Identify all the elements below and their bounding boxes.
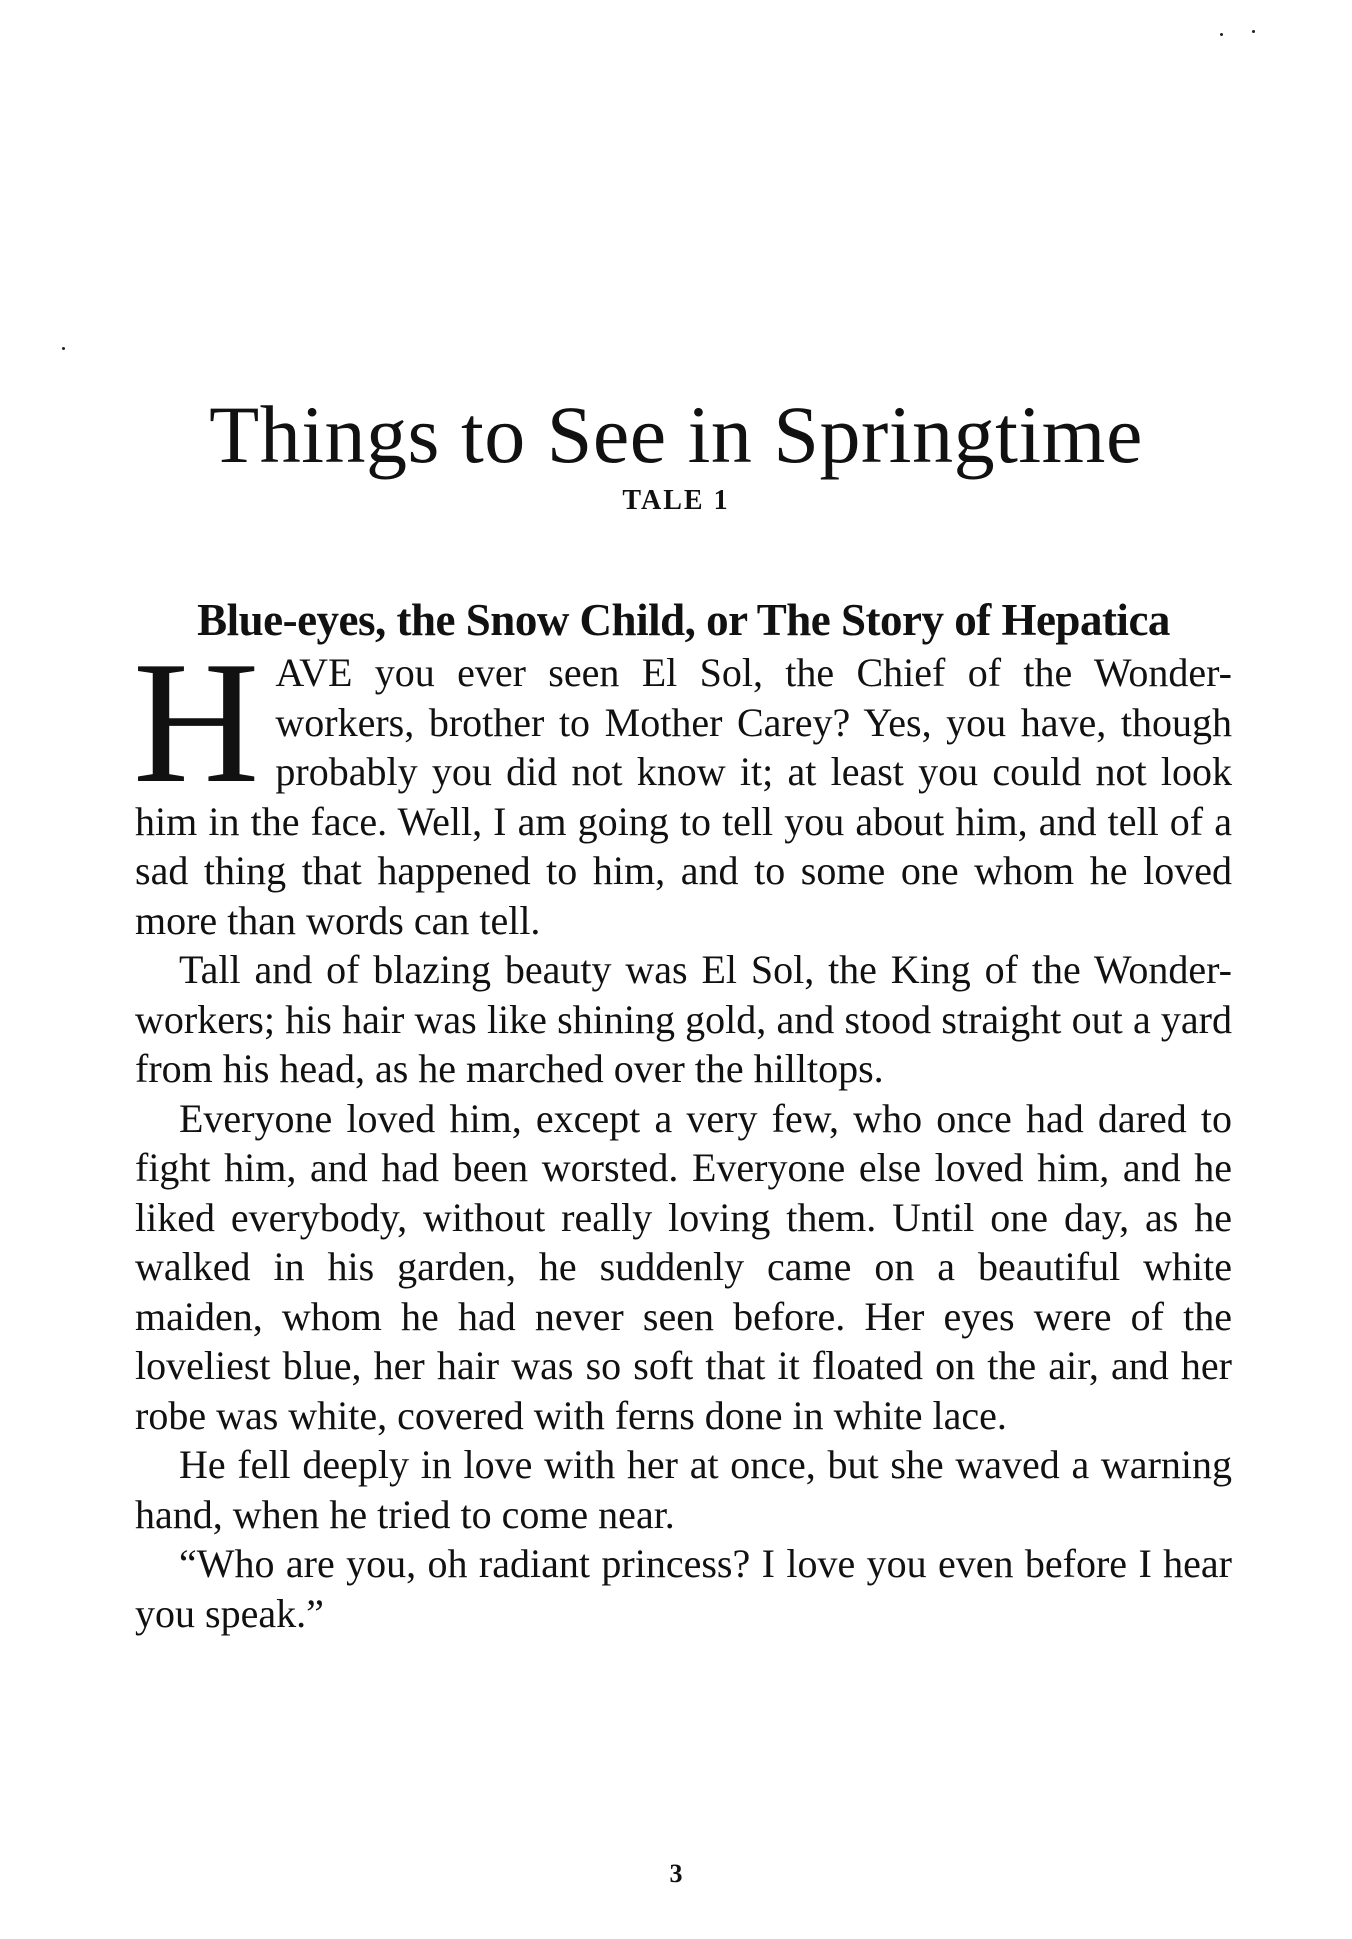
drop-cap: H [133, 625, 260, 819]
story-text [133, 625, 1232, 1638]
print-speck [1252, 30, 1255, 33]
paragraph: Everyone loved him, except a very few, who once had dared to fight him, and had been worsted. Everyone else loved him, and he liked everybody, without really loving them. Until one day, as he walked in his garden, he suddenly came on a beautiful white maiden, whom he had never seen before. Her eyes were of the loveliest blue, her hair was so soft that it floated on the air, and her robe was white, covered with ferns done in white lace. [135, 1095, 1232, 1438]
tale-title: Blue-eyes, the Snow Child, or The Story of Hepatica [197, 595, 1170, 646]
paragraph-text: AVE you ever seen El Sol, the Chief of the Wonder-workers, brother to Mother Carey? Yes, you have, though probably you did not know it; at least you could not look him in the face. Well, I am going to tell you about him, and tell of a sad thing that happened to him, and to some one whom he loved more than words can tell. [135, 650, 1232, 943]
paragraph [133, 625, 1232, 945]
page-number: 3 [669, 1859, 683, 1888]
tale-number: TALE 1 [622, 485, 730, 516]
paragraph: He fell deeply in love with her at once, but she waved a warning hand, when he tried to come near. [135, 1442, 1232, 1537]
print-speck [1220, 33, 1223, 36]
paragraph: “Who are you, oh radiant princess? I love you even before I hear you speak.” [135, 1541, 1232, 1636]
book-title: Things to See in Springtime [209, 388, 1143, 480]
paragraph: Tall and of blazing beauty was El Sol, the King of the Wonder-workers; his hair was like shining gold, and stood straight out a yard from his head, as he marched over the hilltops. [135, 947, 1232, 1091]
print-speck [62, 347, 65, 350]
